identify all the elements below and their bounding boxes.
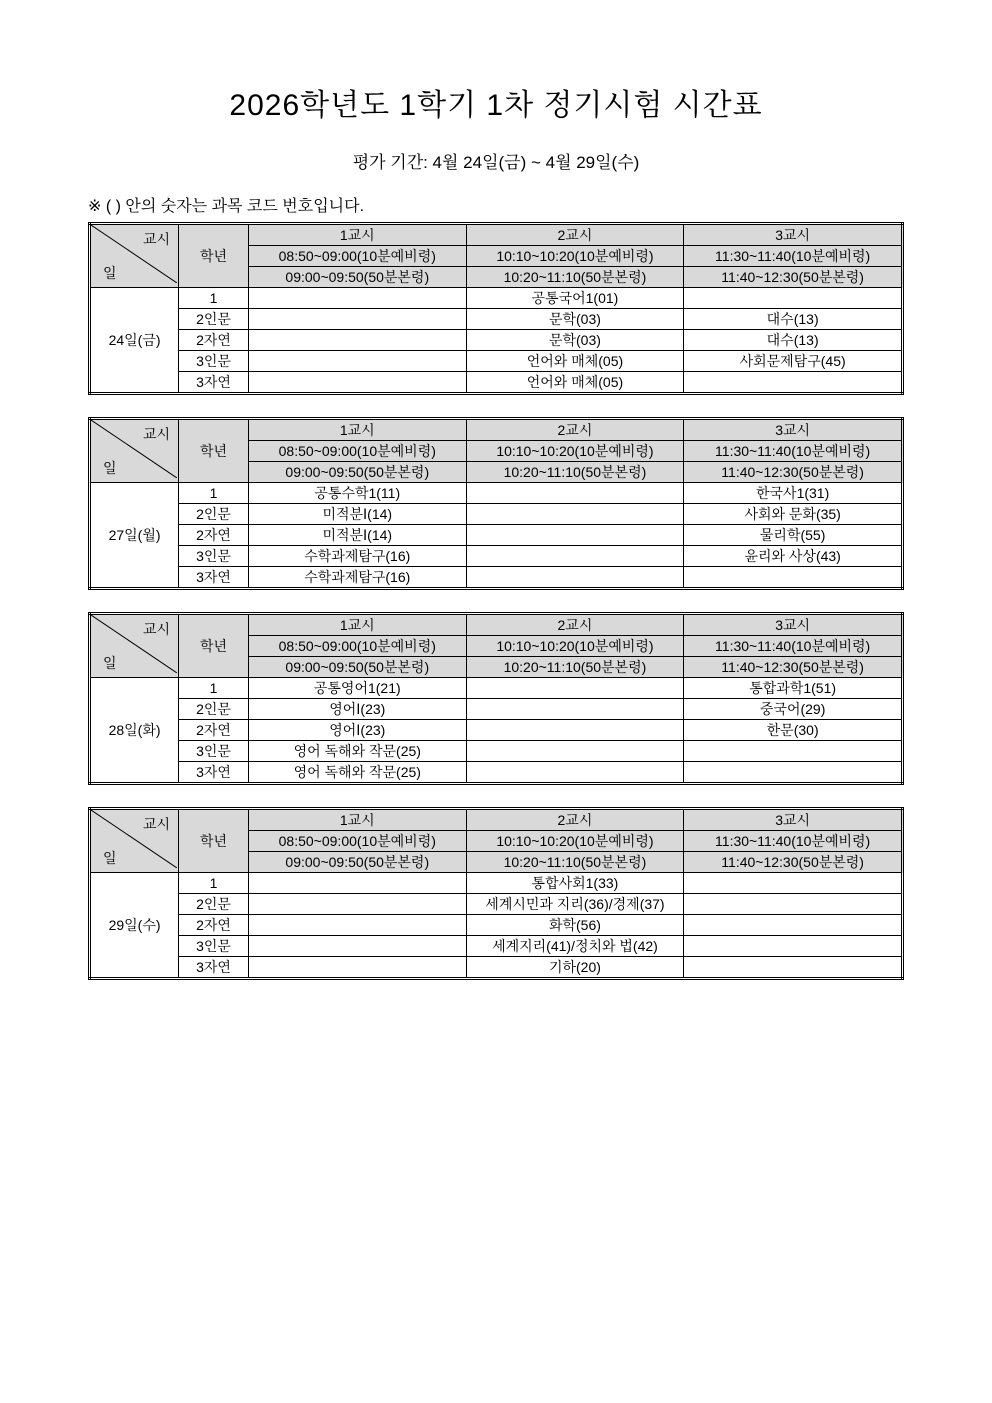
corner-period-label: 교시: [143, 426, 171, 442]
period-name-3: 3교시: [684, 224, 903, 246]
table-header-row: [90, 809, 903, 831]
timetable-day-3: [88, 807, 904, 980]
period-name-2: 2교시: [466, 809, 684, 831]
table-row: [90, 504, 903, 525]
subject-cell: 영어Ⅰ(23): [248, 720, 466, 741]
subject-cell: [248, 873, 466, 894]
table-row: [90, 525, 903, 546]
corner-day-label: 일: [103, 265, 117, 281]
period-main-2: 10:20~11:10(50분본령): [466, 852, 684, 873]
table-row: [90, 372, 903, 394]
subject-cell: 한문(30): [684, 720, 903, 741]
period-prep-1: 08:50~09:00(10분예비령): [248, 246, 466, 267]
table-row: [90, 483, 903, 504]
subject-cell: [466, 567, 684, 589]
subject-cell: 문학(03): [466, 330, 684, 351]
subject-cell: 공통국어1(01): [466, 288, 684, 309]
subject-cell: [466, 525, 684, 546]
subject-cell: 수학과제탐구(16): [248, 546, 466, 567]
table-row: [90, 288, 903, 309]
exam-period-subtitle: 평가 기간: 4월 24일(금) ~ 4월 29일(수): [352, 153, 640, 172]
subject-cell: [684, 567, 903, 589]
subject-cell: [684, 288, 903, 309]
grade-label: 2자연: [179, 720, 249, 741]
table-header-row: [90, 614, 903, 636]
subject-cell: [466, 678, 684, 699]
subject-cell: [466, 699, 684, 720]
subject-cell: 언어와 매체(05): [466, 372, 684, 394]
period-prep-3: 11:30~11:40(10분예비령): [684, 636, 903, 657]
timetable-day-0: [88, 222, 904, 395]
subject-cell: [466, 741, 684, 762]
subject-cell: 미적분Ⅰ(14): [248, 504, 466, 525]
subject-cell: 기하(20): [466, 957, 684, 979]
subject-cell: [684, 915, 903, 936]
period-main-2: 10:20~11:10(50분본령): [466, 267, 684, 288]
corner-day-label: 일: [103, 655, 117, 671]
subject-cell: [466, 546, 684, 567]
subject-cell: [466, 762, 684, 784]
grade-label: 3자연: [179, 372, 249, 394]
corner-header: [90, 419, 179, 483]
grade-label: 3자연: [179, 762, 249, 784]
period-main-3: 11:40~12:30(50분본령): [684, 267, 903, 288]
period-main-2: 10:20~11:10(50분본령): [466, 462, 684, 483]
period-prep-2: 10:10~10:20(10분예비령): [466, 831, 684, 852]
period-name-1: 1교시: [248, 419, 466, 441]
subject-cell: 물리학(55): [684, 525, 903, 546]
subject-cell: 화학(56): [466, 915, 684, 936]
subject-cell: [248, 915, 466, 936]
table-row: [90, 762, 903, 784]
subject-cell: 대수(13): [684, 330, 903, 351]
period-prep-3: 11:30~11:40(10분예비령): [684, 441, 903, 462]
table-row: [90, 936, 903, 957]
grade-header: 학년: [179, 809, 249, 873]
subject-cell: [466, 483, 684, 504]
table-row: [90, 957, 903, 979]
period-prep-1: 08:50~09:00(10분예비령): [248, 636, 466, 657]
period-name-2: 2교시: [466, 224, 684, 246]
period-prep-3: 11:30~11:40(10분예비령): [684, 246, 903, 267]
corner-header: [90, 614, 179, 678]
subject-cell: [684, 957, 903, 979]
day-label: 28일(화): [90, 678, 179, 784]
period-prep-2: 10:10~10:20(10분예비령): [466, 441, 684, 462]
grade-label: 3인문: [179, 351, 249, 372]
period-main-3: 11:40~12:30(50분본령): [684, 462, 903, 483]
subject-cell: 통합과학1(51): [684, 678, 903, 699]
subject-cell: 공통영어1(21): [248, 678, 466, 699]
subject-cell: [684, 762, 903, 784]
table-row: [90, 309, 903, 330]
subject-cell: 영어 독해와 작문(25): [248, 762, 466, 784]
period-prep-1: 08:50~09:00(10분예비령): [248, 441, 466, 462]
subject-cell: 윤리와 사상(43): [684, 546, 903, 567]
corner-period-label: 교시: [143, 231, 171, 247]
day-label: 24일(금): [90, 288, 179, 394]
grade-header: 학년: [179, 224, 249, 288]
grade-header: 학년: [179, 614, 249, 678]
timetable-day-2: [88, 612, 904, 785]
period-main-3: 11:40~12:30(50분본령): [684, 852, 903, 873]
subject-cell: 사회와 문화(35): [684, 504, 903, 525]
table-row: [90, 741, 903, 762]
subject-cell: 한국사1(31): [684, 483, 903, 504]
table-row: [90, 699, 903, 720]
period-name-3: 3교시: [684, 809, 903, 831]
day-label: 29일(수): [90, 873, 179, 979]
corner-day-label: 일: [103, 850, 117, 866]
subject-cell: 영어 독해와 작문(25): [248, 741, 466, 762]
period-main-1: 09:00~09:50(50분본령): [248, 852, 466, 873]
subject-cell: [248, 936, 466, 957]
grade-label: 2자연: [179, 525, 249, 546]
grade-label: 3인문: [179, 546, 249, 567]
table-row: [90, 330, 903, 351]
subject-cell: [248, 957, 466, 979]
grade-label: 2인문: [179, 504, 249, 525]
period-main-1: 09:00~09:50(50분본령): [248, 657, 466, 678]
period-prep-3: 11:30~11:40(10분예비령): [684, 831, 903, 852]
grade-label: 3인문: [179, 741, 249, 762]
subject-cell: 세계지리(41)/정치와 법(42): [466, 936, 684, 957]
grade-label: 1: [179, 288, 249, 309]
subject-cell: [684, 936, 903, 957]
grade-label: 2인문: [179, 309, 249, 330]
grade-label: 2자연: [179, 330, 249, 351]
table-row: [90, 915, 903, 936]
subject-cell: [684, 741, 903, 762]
grade-label: 3자연: [179, 957, 249, 979]
period-name-2: 2교시: [466, 614, 684, 636]
subject-cell: 대수(13): [684, 309, 903, 330]
subject-cell: 공통수학1(11): [248, 483, 466, 504]
subject-cell: 사회문제탐구(45): [684, 351, 903, 372]
corner-period-label: 교시: [143, 621, 171, 637]
period-prep-2: 10:10~10:20(10분예비령): [466, 246, 684, 267]
grade-label: 1: [179, 873, 249, 894]
period-main-1: 09:00~09:50(50분본령): [248, 462, 466, 483]
day-label: 27일(월): [90, 483, 179, 589]
grade-label: 2자연: [179, 915, 249, 936]
subject-cell: [684, 894, 903, 915]
grade-label: 1: [179, 483, 249, 504]
corner-day-label: 일: [103, 460, 117, 476]
subject-cell: [684, 873, 903, 894]
subject-cell: 언어와 매체(05): [466, 351, 684, 372]
subject-cell: 통합사회1(33): [466, 873, 684, 894]
table-header-row: [90, 224, 903, 246]
subject-cell: 중국어(29): [684, 699, 903, 720]
table-row: [90, 678, 903, 699]
period-name-3: 3교시: [684, 614, 903, 636]
period-main-2: 10:20~11:10(50분본령): [466, 657, 684, 678]
subject-cell: [248, 309, 466, 330]
subject-cell: 수학과제탐구(16): [248, 567, 466, 589]
subject-cell: 미적분Ⅰ(14): [248, 525, 466, 546]
grade-label: 2인문: [179, 894, 249, 915]
subject-cell: [248, 330, 466, 351]
grade-label: 2인문: [179, 699, 249, 720]
period-name-3: 3교시: [684, 419, 903, 441]
subject-cell: 영어Ⅰ(23): [248, 699, 466, 720]
corner-header: [90, 809, 179, 873]
subject-cell: [248, 351, 466, 372]
period-prep-2: 10:10~10:20(10분예비령): [466, 636, 684, 657]
subject-cell: [466, 504, 684, 525]
grade-label: 3자연: [179, 567, 249, 589]
period-prep-1: 08:50~09:00(10분예비령): [248, 831, 466, 852]
grade-label: 3인문: [179, 936, 249, 957]
period-main-3: 11:40~12:30(50분본령): [684, 657, 903, 678]
period-main-1: 09:00~09:50(50분본령): [248, 267, 466, 288]
period-name-1: 1교시: [248, 614, 466, 636]
subject-cell: [684, 372, 903, 394]
corner-period-label: 교시: [143, 816, 171, 832]
period-name-1: 1교시: [248, 809, 466, 831]
table-row: [90, 567, 903, 589]
subject-cell: [248, 372, 466, 394]
grade-label: 1: [179, 678, 249, 699]
table-row: [90, 720, 903, 741]
table-header-row: [90, 419, 903, 441]
period-name-1: 1교시: [248, 224, 466, 246]
subject-cell: [248, 894, 466, 915]
period-name-2: 2교시: [466, 419, 684, 441]
subject-cell: [248, 288, 466, 309]
grade-header: 학년: [179, 419, 249, 483]
corner-header: [90, 224, 179, 288]
code-note: ※ ( ) 안의 숫자는 과목 코드 번호입니다.: [88, 198, 365, 215]
timetable-day-1: [88, 417, 904, 590]
subject-cell: 문학(03): [466, 309, 684, 330]
subject-cell: [466, 720, 684, 741]
page-title: 2026학년도 1학기 1차 정기시험 시간표: [229, 89, 763, 122]
table-row: [90, 894, 903, 915]
table-row: [90, 351, 903, 372]
table-row: [90, 546, 903, 567]
subject-cell: 세계시민과 지리(36)/경제(37): [466, 894, 684, 915]
table-row: [90, 873, 903, 894]
